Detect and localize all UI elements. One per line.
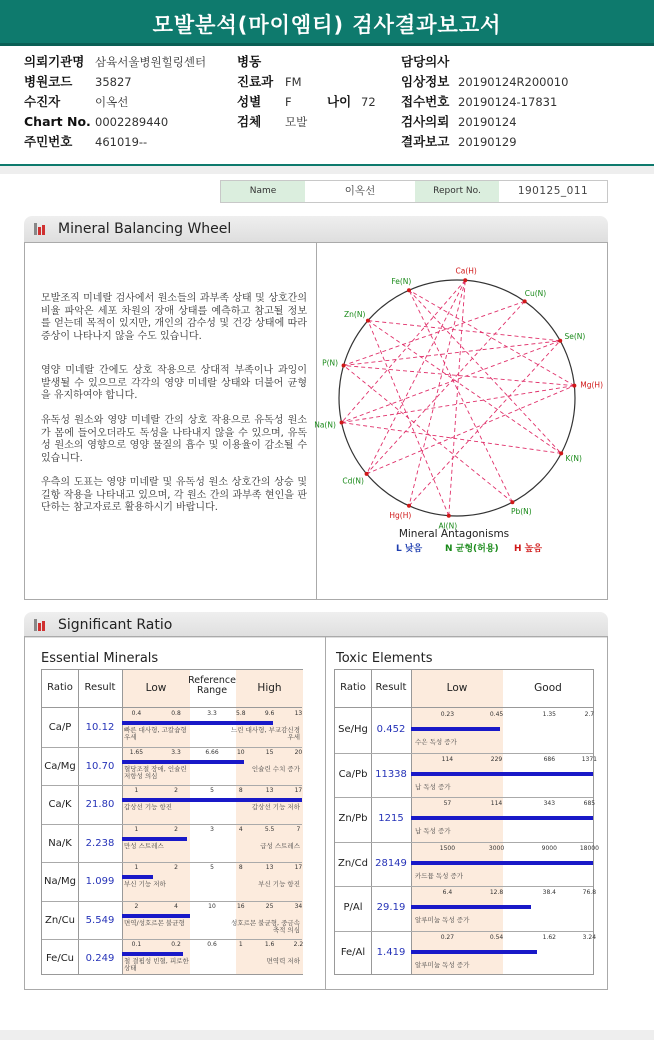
mbw-paragraph: 유독성 원소와 영양 미네랄 간의 상호 작용으로 유독성 원소가 몸에 들어오더라도 독성을 나타내지 않을 수 있으며, 유독성 원소의 영향으로 영양 물질의 흡수 및 이용율이 감소될 수 있습니다. bbox=[41, 415, 307, 464]
note-high: 부신 기능 항진 bbox=[258, 880, 300, 888]
tick-label: 1 bbox=[134, 825, 139, 833]
tick-label: 114 bbox=[441, 755, 454, 763]
note-high: 느린 대사형, 부교감신경 우세 bbox=[231, 726, 300, 741]
tick-label: 34 bbox=[294, 902, 303, 910]
info-label: 접수번호 bbox=[401, 94, 450, 109]
ratio-bar bbox=[411, 816, 593, 820]
info-value: 0002289440 bbox=[95, 115, 169, 129]
tick-label: 9000 bbox=[541, 844, 557, 852]
report-value: 190125_011 bbox=[517, 185, 589, 197]
info-label: 검체 bbox=[237, 114, 262, 129]
tick-label: 76.8 bbox=[582, 889, 597, 896]
ratio-label: Ca/P bbox=[48, 722, 72, 733]
info-value: 72 bbox=[361, 95, 376, 109]
antagonism-line bbox=[368, 321, 561, 454]
ratio-label: Se/Hg bbox=[338, 724, 368, 735]
info-row bbox=[401, 72, 641, 92]
tick-label: 13 bbox=[294, 710, 303, 717]
note-high: 인슐린 수치 증가 bbox=[251, 764, 300, 773]
tick-label: 3.3 bbox=[171, 748, 181, 756]
tick-label: 2 bbox=[134, 902, 139, 910]
panel-divider bbox=[325, 637, 326, 989]
tick-label: 1.62 bbox=[542, 933, 556, 941]
patient-info bbox=[0, 52, 654, 160]
info-row bbox=[24, 112, 224, 132]
mbw-heading-text: Mineral Balancing Wheel bbox=[58, 221, 232, 237]
header-sep bbox=[335, 707, 593, 708]
info-value: 이옥선 bbox=[95, 95, 129, 109]
ratio-bar bbox=[411, 950, 537, 954]
antagonism-line bbox=[449, 280, 465, 515]
col-low: Low bbox=[446, 682, 468, 694]
note-low: 수은 독성 증가 bbox=[415, 738, 457, 746]
wheel-label: Na(N) bbox=[314, 420, 336, 430]
row-sep bbox=[335, 886, 593, 887]
tick-label: 17 bbox=[294, 787, 303, 794]
wheel-label: Hg(H) bbox=[389, 510, 412, 520]
row-sep bbox=[42, 862, 302, 863]
info-label: 임상정보 bbox=[401, 74, 450, 89]
tick-label: 1 bbox=[238, 941, 243, 948]
col-ratio: Ratio bbox=[340, 682, 366, 693]
col-result: Result bbox=[84, 682, 116, 693]
mbw-panel bbox=[24, 242, 608, 600]
wheel-label: Se(N) bbox=[564, 331, 586, 341]
note-low: 혈당조절 장애, 인슐린 저항성 의심 bbox=[124, 764, 187, 780]
tick-label: 0.27 bbox=[440, 933, 455, 941]
wheel-node bbox=[572, 384, 576, 388]
info-label: 나이 bbox=[327, 94, 352, 109]
tick-label: 3.24 bbox=[582, 933, 597, 941]
info-row bbox=[237, 72, 387, 92]
info-label: 결과보고 bbox=[401, 134, 450, 149]
ratio-bar bbox=[122, 721, 273, 725]
col-good: Good bbox=[534, 682, 562, 694]
tick-label: 38.4 bbox=[542, 889, 556, 896]
info-value: 20190124R200010 bbox=[458, 75, 569, 89]
row-sep bbox=[335, 753, 593, 754]
row-sep bbox=[335, 842, 593, 843]
wheel-label: Al(N) bbox=[438, 521, 458, 531]
ratio-value: 11338 bbox=[375, 768, 407, 780]
sig-panel bbox=[24, 636, 608, 990]
info-value: 20190124 bbox=[458, 115, 517, 129]
tick-label: 20 bbox=[294, 748, 303, 756]
ratio-value: 0.249 bbox=[85, 953, 115, 964]
tick-label: 3.3 bbox=[207, 710, 217, 717]
tick-label: 6.66 bbox=[205, 748, 219, 756]
mineral-wheel bbox=[314, 243, 607, 599]
ratio-value: 10.12 bbox=[85, 722, 115, 733]
tick-label: 686 bbox=[543, 755, 556, 763]
tick-label: 343 bbox=[543, 800, 556, 807]
tick-label: 15 bbox=[265, 748, 274, 756]
ratio-value: 1215 bbox=[378, 813, 404, 824]
info-label: 병동 bbox=[237, 54, 262, 69]
mbw-description bbox=[25, 243, 317, 599]
name-value: 이옥선 bbox=[344, 185, 376, 197]
wheel-node bbox=[340, 421, 344, 425]
wheel-node bbox=[559, 451, 563, 455]
wheel-node bbox=[365, 472, 369, 476]
info-row bbox=[327, 92, 397, 112]
info-label: 주민번호 bbox=[24, 134, 73, 149]
ratio-bar bbox=[411, 905, 531, 909]
mbw-paragraph: 모발조직 미네랄 검사에서 원소들의 과부족 상태 및 상호간의 비율 파악은 세포 차원의 장애 상태를 예측하고 참고될 정보를 얻는데 목적이 있지만, 개인의 감수성 및 건강 상태에 따라 증상이 나타나지 않을 수도 있습니다. bbox=[41, 293, 307, 342]
ratio-bar bbox=[411, 861, 593, 865]
wheel-node bbox=[407, 504, 411, 508]
tick-label: 1.65 bbox=[129, 748, 144, 756]
tick-label: 0.8 bbox=[171, 710, 181, 717]
ratio-bar bbox=[122, 798, 302, 802]
note-low: 만성 스트레스 bbox=[124, 841, 164, 850]
tick-label: 0.6 bbox=[207, 941, 217, 948]
tick-label: 16 bbox=[236, 902, 245, 910]
note-low: 납 독성 증가 bbox=[415, 782, 451, 791]
ratio-label: Ca/Mg bbox=[44, 760, 76, 772]
col-low: Low bbox=[145, 682, 167, 694]
col-high: High bbox=[257, 682, 282, 694]
tick-label: 2 bbox=[174, 864, 178, 871]
ratio-label: Zn/Cu bbox=[45, 914, 75, 926]
footer-band bbox=[0, 1030, 654, 1040]
ratio-value: 28149 bbox=[375, 857, 407, 869]
ratio-bar bbox=[122, 952, 183, 956]
tick-label: 5.5 bbox=[264, 825, 275, 833]
col-sep bbox=[411, 670, 412, 974]
antagonism-line bbox=[344, 341, 561, 366]
antagonism-line bbox=[342, 386, 575, 423]
note-low: 카드뮴 독성 증가 bbox=[415, 871, 464, 880]
tick-label: 4 bbox=[238, 825, 243, 833]
info-label: 수진자 bbox=[24, 94, 61, 109]
antagonism-line bbox=[368, 321, 560, 341]
antagonism-line bbox=[344, 365, 513, 502]
info-value: F bbox=[285, 95, 292, 109]
tick-label: 2 bbox=[174, 825, 178, 833]
wheel-label: Cu(N) bbox=[524, 289, 547, 299]
tick-label: 0.45 bbox=[489, 711, 504, 718]
info-value: 35827 bbox=[95, 75, 132, 89]
tick-label: 5 bbox=[210, 864, 214, 871]
tick-label: 1371 bbox=[581, 755, 597, 763]
essential-table bbox=[41, 669, 303, 975]
row-sep bbox=[335, 797, 593, 798]
info-value: 모발 bbox=[285, 115, 308, 129]
antagonism-line bbox=[409, 290, 512, 502]
wheel-label: Mg(H) bbox=[580, 380, 604, 390]
note-low: 부신 기능 저하 bbox=[124, 880, 166, 888]
wheel-node bbox=[447, 514, 451, 518]
toxic-table bbox=[334, 669, 599, 975]
info-value: 461019-- bbox=[95, 135, 148, 149]
info-row bbox=[237, 52, 387, 72]
row-sep bbox=[42, 939, 302, 940]
ratio-label: Na/Mg bbox=[44, 876, 76, 887]
mineral-wheel-svg bbox=[314, 243, 607, 599]
info-label: 병원코드 bbox=[24, 74, 73, 89]
row-sep bbox=[42, 747, 302, 748]
note-low: 알루미늄 독성 증가 bbox=[415, 916, 470, 924]
ratio-value: 21.80 bbox=[85, 799, 115, 810]
antagonism-line bbox=[367, 386, 575, 474]
ratio-bar bbox=[411, 772, 593, 776]
info-value: 20190124-17831 bbox=[458, 95, 558, 109]
wheel-circle bbox=[339, 280, 575, 516]
col-ratio: Ratio bbox=[47, 682, 73, 693]
tick-label: 1.6 bbox=[264, 941, 275, 948]
wheel-label: P(N) bbox=[322, 358, 339, 368]
ratio-label: Ca/Pb bbox=[338, 768, 368, 780]
wheel-node bbox=[342, 363, 346, 367]
info-row bbox=[24, 72, 224, 92]
wheel-label: Fe(N) bbox=[391, 277, 412, 287]
tick-label: 1 bbox=[134, 787, 139, 794]
note-low: 철 결핍성 빈혈, 피로한 상태 bbox=[124, 957, 189, 972]
legend-low: L 낮음 bbox=[396, 544, 423, 554]
ratio-label: P/Al bbox=[343, 902, 363, 913]
tick-label: 0.2 bbox=[171, 941, 181, 948]
ratio-label: Zn/Pb bbox=[338, 813, 368, 824]
wheel-label: Ca(H) bbox=[455, 266, 477, 276]
tick-label: 13 bbox=[265, 864, 274, 871]
wheel-node bbox=[463, 278, 467, 282]
tick-label: 8 bbox=[238, 787, 243, 794]
info-value: FM bbox=[285, 75, 302, 89]
tick-label: 0.4 bbox=[131, 710, 142, 717]
report-title: 모발분석(마이엠티) 검사결과보고서 bbox=[0, 0, 654, 46]
note-high: 급성 스트레스 bbox=[260, 841, 300, 850]
info-row bbox=[24, 52, 224, 72]
info-label: 검사의뢰 bbox=[401, 114, 450, 129]
antagonism-line bbox=[368, 321, 449, 516]
ratio-value: 10.70 bbox=[85, 760, 115, 772]
ratio-value: 1.419 bbox=[376, 946, 406, 958]
info-row bbox=[24, 92, 224, 112]
tick-label: 3000 bbox=[488, 844, 505, 852]
tick-label: 12.8 bbox=[489, 889, 504, 896]
wheel-node bbox=[523, 299, 527, 303]
tick-label: 0.54 bbox=[489, 933, 504, 941]
row-sep bbox=[42, 824, 302, 825]
tick-label: 57 bbox=[443, 800, 452, 807]
mbw-heading bbox=[24, 216, 608, 242]
wheel-label: K(N) bbox=[565, 454, 582, 464]
note-low: 빠른 대사형, 고칼슘형 우세 bbox=[124, 726, 187, 741]
info-row bbox=[237, 112, 387, 132]
note-low: 갑상선 기능 항진 bbox=[124, 803, 173, 811]
tick-label: 5.8 bbox=[236, 710, 246, 717]
bar-chart-icon bbox=[34, 223, 48, 235]
info-row bbox=[401, 92, 641, 112]
ratio-value: 29.19 bbox=[376, 902, 406, 913]
col-result: Result bbox=[375, 682, 407, 693]
tick-label: 10 bbox=[208, 902, 216, 910]
toxic-title: Toxic Elements bbox=[336, 651, 433, 666]
tick-label: 1 bbox=[134, 864, 139, 871]
wheel-label: Cd(N) bbox=[342, 476, 364, 486]
mbw-paragraph: 영양 미네랄 간에도 상호 작용으로 상대적 부족이나 과잉이 발생될 수 있으므로 각각의 영양 미네랄 상태와 더불어 균형을 유지하여야 합니다. bbox=[41, 365, 307, 402]
info-label: 의뢰기관명 bbox=[24, 54, 85, 69]
info-row bbox=[401, 52, 641, 72]
ratio-bar bbox=[122, 837, 187, 841]
report-label: Report No. bbox=[415, 181, 499, 202]
info-row bbox=[24, 132, 224, 152]
ratio-label: Fe/Al bbox=[340, 946, 366, 958]
row-sep bbox=[335, 931, 593, 932]
info-label: 성별 bbox=[237, 94, 262, 109]
header-sep bbox=[42, 707, 302, 708]
wheel-node bbox=[558, 339, 562, 343]
ratio-bar bbox=[122, 914, 190, 918]
note-low: 면역/성호르몬 불균형 bbox=[124, 918, 185, 927]
tick-label: 3 bbox=[210, 825, 214, 833]
ratio-label: Na/K bbox=[48, 837, 72, 849]
tick-label: 2.2 bbox=[293, 941, 304, 948]
name-report-row bbox=[220, 180, 608, 203]
info-row bbox=[401, 112, 641, 132]
info-row bbox=[401, 132, 641, 152]
info-value: 20190129 bbox=[458, 135, 517, 149]
info-label: Chart No. bbox=[24, 114, 91, 129]
legend-normal: N 균형(허용) bbox=[445, 544, 499, 554]
tick-label: 5 bbox=[210, 787, 214, 794]
tick-label: 1500 bbox=[439, 844, 456, 852]
tick-label: 17 bbox=[294, 864, 303, 871]
col-sep bbox=[78, 670, 79, 974]
legend-high: H 높음 bbox=[514, 544, 543, 554]
note-low: 알루미늄 독성 증가 bbox=[415, 960, 470, 969]
wheel-node bbox=[366, 319, 370, 323]
note-high: 갑상선 기능 저하 bbox=[251, 803, 300, 811]
ratio-bar bbox=[122, 875, 153, 879]
ratio-label: Ca/K bbox=[48, 799, 72, 810]
ratio-value: 1.099 bbox=[85, 876, 115, 887]
row-sep bbox=[42, 785, 302, 786]
sig-heading bbox=[24, 612, 608, 638]
info-label: 담당의사 bbox=[401, 54, 450, 69]
wheel-caption: Mineral Antagonisms bbox=[398, 528, 510, 540]
tick-label: 2.7 bbox=[584, 711, 595, 718]
tick-label: 7 bbox=[296, 825, 301, 833]
note-low: 납 독성 증가 bbox=[415, 827, 451, 835]
tick-label: 229 bbox=[490, 755, 503, 763]
info-value: 삼육서울병원힐링센터 bbox=[95, 55, 207, 69]
tick-label: 10 bbox=[236, 748, 245, 756]
name-label: Name bbox=[221, 181, 305, 202]
row-sep bbox=[42, 901, 302, 902]
ratio-value: 2.238 bbox=[85, 837, 115, 849]
tick-label: 2 bbox=[174, 787, 178, 794]
tick-label: 25 bbox=[265, 902, 274, 910]
bar-chart-icon bbox=[34, 619, 48, 631]
tick-label: 685 bbox=[583, 800, 596, 807]
tick-label: 8 bbox=[238, 864, 243, 871]
tick-label: 0.23 bbox=[440, 711, 455, 718]
tick-label: 1.35 bbox=[542, 711, 556, 718]
divider-band bbox=[0, 166, 654, 174]
info-label: 진료과 bbox=[237, 74, 274, 89]
wheel-node bbox=[407, 288, 411, 292]
wheel-label: Pb(N) bbox=[510, 507, 532, 517]
tick-label: 13 bbox=[265, 787, 274, 794]
ratio-value: 5.549 bbox=[85, 914, 115, 926]
col-reference: Reference Range bbox=[188, 675, 236, 696]
antagonism-line bbox=[409, 290, 561, 453]
ratio-label: Zn/Cd bbox=[338, 857, 368, 869]
tick-label: 114 bbox=[490, 800, 503, 807]
ratio-label: Fe/Cu bbox=[45, 953, 75, 964]
tick-label: 9.6 bbox=[264, 710, 275, 717]
note-high: 성호르몬 불균형, 중금속 축적 의심 bbox=[231, 918, 300, 934]
wheel-label: Zn(N) bbox=[344, 310, 366, 320]
ratio-bar bbox=[411, 727, 500, 731]
ratio-value: 0.452 bbox=[376, 724, 406, 735]
tick-label: 18000 bbox=[579, 844, 599, 852]
tick-label: 4 bbox=[174, 902, 178, 910]
tick-label: 0.1 bbox=[131, 941, 142, 948]
ratio-bar bbox=[122, 760, 244, 764]
note-high: 면역력 저하 bbox=[266, 957, 300, 965]
essential-title: Essential Minerals bbox=[41, 651, 159, 666]
mbw-paragraph: 우측의 도표는 영양 미네랄 및 유독성 원소 상호간의 상승 및 길항 작용을 나타내고 있으며, 각 원소 간의 과부족 현인을 판단하는 참고자료로 활용하시기 바랍니다. bbox=[41, 477, 307, 514]
tick-label: 6.4 bbox=[442, 889, 453, 896]
antagonism-line bbox=[409, 280, 465, 506]
wheel-node bbox=[510, 500, 514, 504]
sig-heading-text: Significant Ratio bbox=[58, 617, 173, 633]
antagonism-line bbox=[344, 301, 525, 365]
